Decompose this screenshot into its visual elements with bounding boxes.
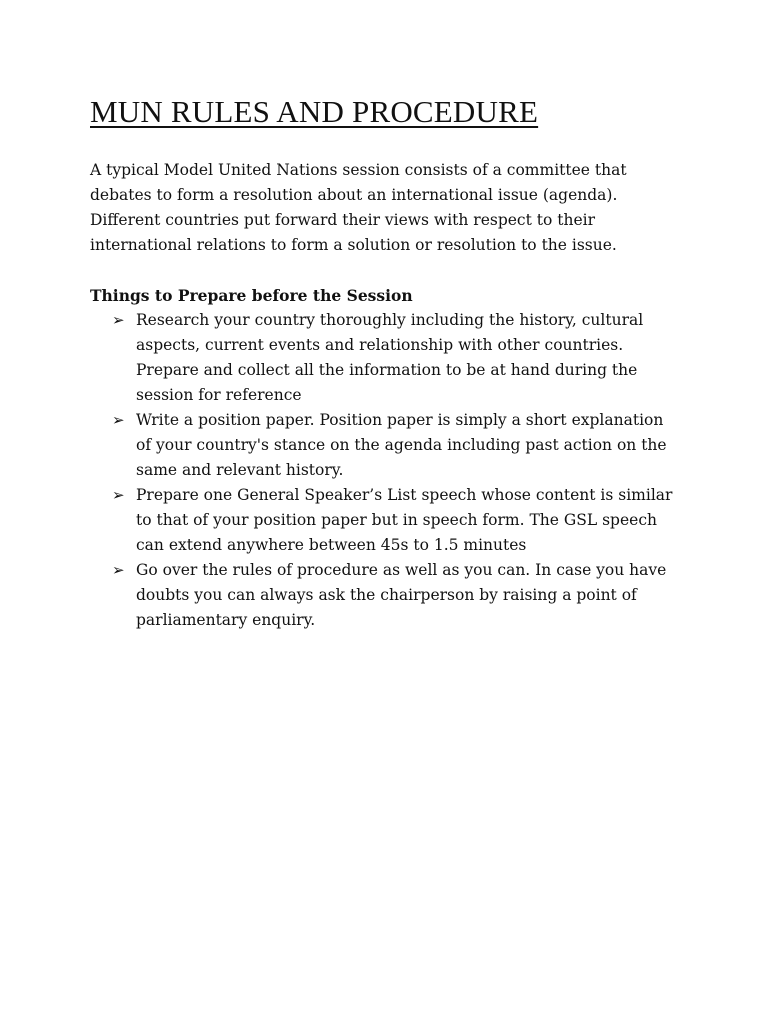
list-item-text: Go over the rules of procedure as well as you can. In case you have doubts you can always ask the chairperson by raising a point of parliamentary enquiry. — [136, 561, 667, 629]
preparation-list — [90, 308, 690, 633]
document-title: MUN RULES AND PROCEDURE — [90, 94, 539, 129]
list-item-text: Research your country thoroughly including the history, cultural aspects, current events and relationship with other countries. Prepare and collect all the information to be at hand during the session for reference — [136, 311, 644, 404]
section-heading: Things to Prepare before the Session — [90, 286, 413, 305]
document-content — [90, 92, 690, 633]
arrow-bullet-icon: ➢ — [112, 411, 125, 429]
list-item-text: Write a position paper. Position paper is simply a short explanation of your country's stance on the agenda including past action on the same and relevant history. — [136, 411, 667, 479]
arrow-bullet-icon: ➢ — [112, 486, 125, 504]
arrow-bullet-icon: ➢ — [112, 561, 125, 579]
list-item — [90, 308, 681, 408]
intro-paragraph: A typical Model United Nations session consists of a committee that debates to form a resolution about an international issue (agenda). Different countries put forward their views with respect to their international relations to form a solution or resolution to the issue. — [90, 161, 627, 254]
list-item — [90, 483, 681, 558]
list-item-text: Prepare one General Speaker’s List speech whose content is similar to that of your position paper but in speech form. The GSL speech can extend anywhere between 45s to 1.5 minutes — [136, 486, 673, 554]
list-item — [90, 408, 681, 483]
arrow-bullet-icon: ➢ — [112, 311, 125, 329]
list-item — [90, 558, 681, 633]
